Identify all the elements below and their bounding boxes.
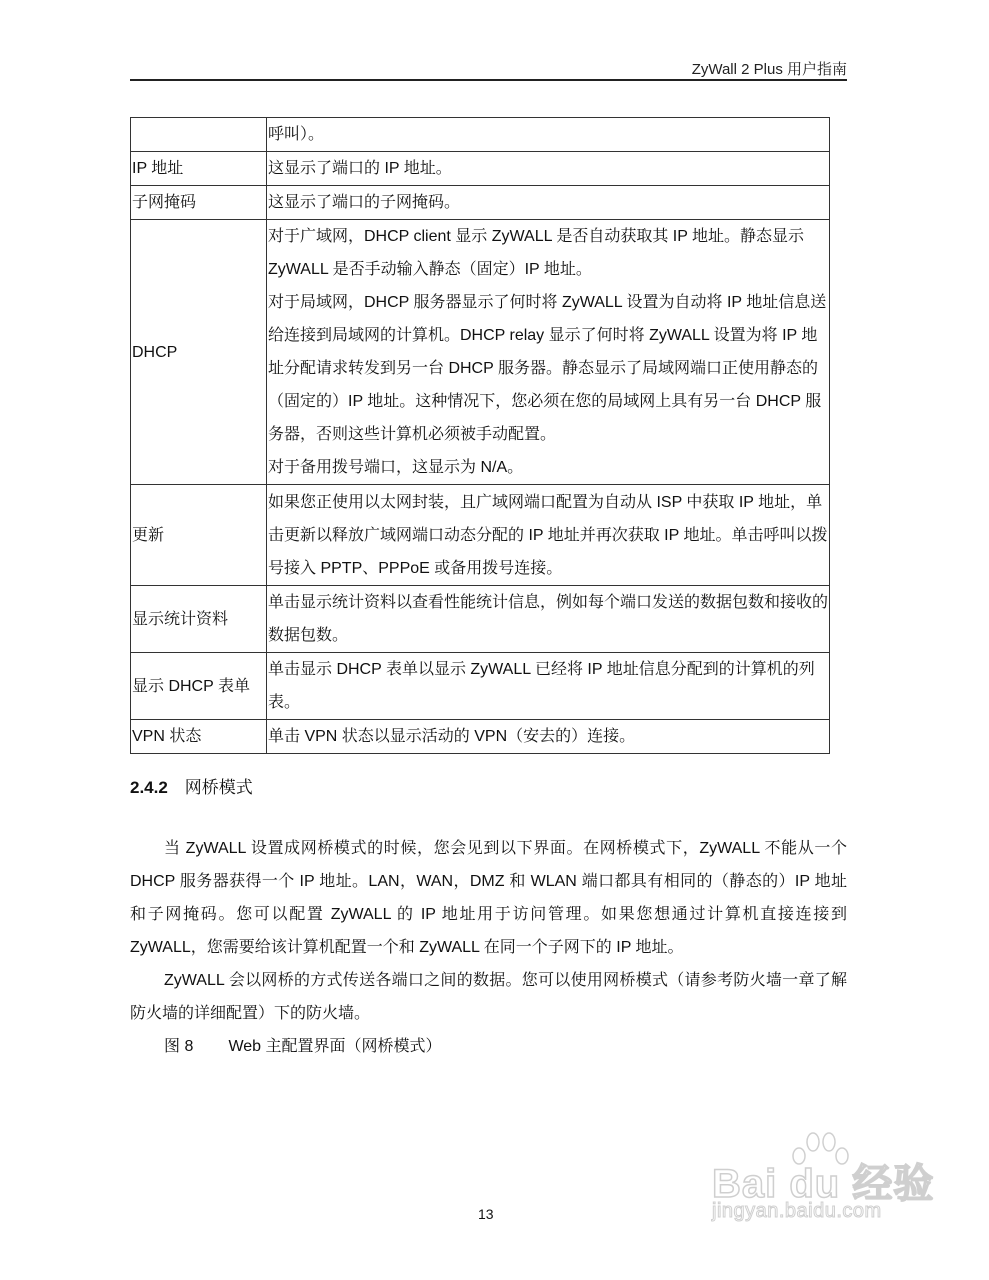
description-paragraph: 对于备用拨号端口，这显示为 N/A。 xyxy=(268,459,524,476)
table-label-cell: 显示统计资料 xyxy=(131,586,267,653)
table-description-cell: 这显示了端口的子网掩码。 xyxy=(267,186,830,220)
body-paragraph: ZyWALL 会以网桥的方式传送各端口之间的数据。您可以使用网桥模式（请参考防火墙一章了解防火墙的详细配置）下的防火墙。 xyxy=(130,972,847,1022)
table-row xyxy=(131,152,830,186)
table-row xyxy=(131,586,830,653)
table-row xyxy=(131,186,830,220)
table-description-cell: 单击 VPN 状态以显示活动的 VPN（安去的）连接。 xyxy=(267,720,830,754)
field-description-table xyxy=(130,117,830,754)
table-description-cell: 这显示了端口的 IP 地址。 xyxy=(267,152,830,186)
body-paragraph: 当 ZyWALL 设置成网桥模式的时候，您会见到以下界面。在网桥模式下，ZyWALL 不能从一个 DHCP 服务器获得一个 IP 地址。LAN，WAN，DMZ 和 WLAN 端口都具有相同的（静态的）IP 地址和子网掩码。您可以配置 ZyWALL 的 IP 地址用于访问管理。如果您想通过计算机直接连接到 ZyWALL，您需要给该计算机配置一个和 ZyWALL 在同一个子网下的 IP 地址。 xyxy=(130,840,847,956)
description-paragraph: 对于局域网，DHCP 服务器显示了何时将 ZyWALL 设置为自动将 IP 地址信息送给连接到局域网的计算机。DHCP relay 显示了何时将 ZyWALL 设置为将 IP 地址分配请求转发到另一台 DHCP 服务器。静态显示了局域网端口正使用静态的（固定的）IP 地址。这种情况下，您必须在您的局域网上具有另一台 DHCP 服务器，否则这些计算机必须被手动配置。 xyxy=(268,294,827,443)
table-row xyxy=(131,220,830,485)
table-row xyxy=(131,118,830,152)
figure-label: 图 8 xyxy=(164,1038,194,1055)
table-description-cell xyxy=(267,220,830,485)
watermark-url: jingyan.baidu.com xyxy=(712,1200,882,1222)
document-header-title: ZyWall 2 Plus 用户指南 xyxy=(691,61,847,78)
table-description-cell: 单击显示统计资料以查看性能统计信息，例如每个端口发送的数据包数和接收的数据包数。 xyxy=(267,586,830,653)
table-row xyxy=(131,653,830,720)
table-description-cell: 单击显示 DHCP 表单以显示 ZyWALL 已经将 IP 地址信息分配到的计算机的列表。 xyxy=(267,653,830,720)
table-row xyxy=(131,485,830,586)
table-label-cell: 显示 DHCP 表单 xyxy=(131,653,267,720)
section-heading xyxy=(130,773,253,798)
table-label-cell: 更新 xyxy=(131,485,267,586)
section-title: 网桥模式 xyxy=(184,778,253,797)
figure-title: Web 主配置界面（网桥模式） xyxy=(228,1038,442,1055)
table-label-cell: VPN 状态 xyxy=(131,720,267,754)
table-label-cell xyxy=(131,118,267,152)
section-number: 2.4.2 xyxy=(130,778,168,797)
figure-caption xyxy=(164,1030,442,1063)
table-label-cell: 子网掩码 xyxy=(131,186,267,220)
page-number: 13 xyxy=(478,1206,494,1222)
description-paragraph: 对于广域网，DHCP client 显示 ZyWALL 是否自动获取其 IP 地址。静态显示 ZyWALL 是否手动输入静态（固定）IP 地址。 xyxy=(268,228,805,278)
table-description-cell: 如果您正使用以太网封装，且广域网端口配置为自动从 ISP 中获取 IP 地址，单击更新以释放广域网端口动态分配的 IP 地址并再次获取 IP 地址。单击呼叫以拨号接入 PPTP、PPPoE 或备用拨号连接。 xyxy=(267,485,830,586)
watermark-logo: Bai du 经验 xyxy=(712,1162,935,1206)
header-divider xyxy=(130,79,847,81)
table-row xyxy=(131,720,830,754)
table-description-cell: 呼叫）。 xyxy=(267,118,830,152)
baidu-watermark xyxy=(700,1130,950,1250)
table-label-cell: DHCP xyxy=(131,220,267,485)
table-label-cell: IP 地址 xyxy=(131,152,267,186)
